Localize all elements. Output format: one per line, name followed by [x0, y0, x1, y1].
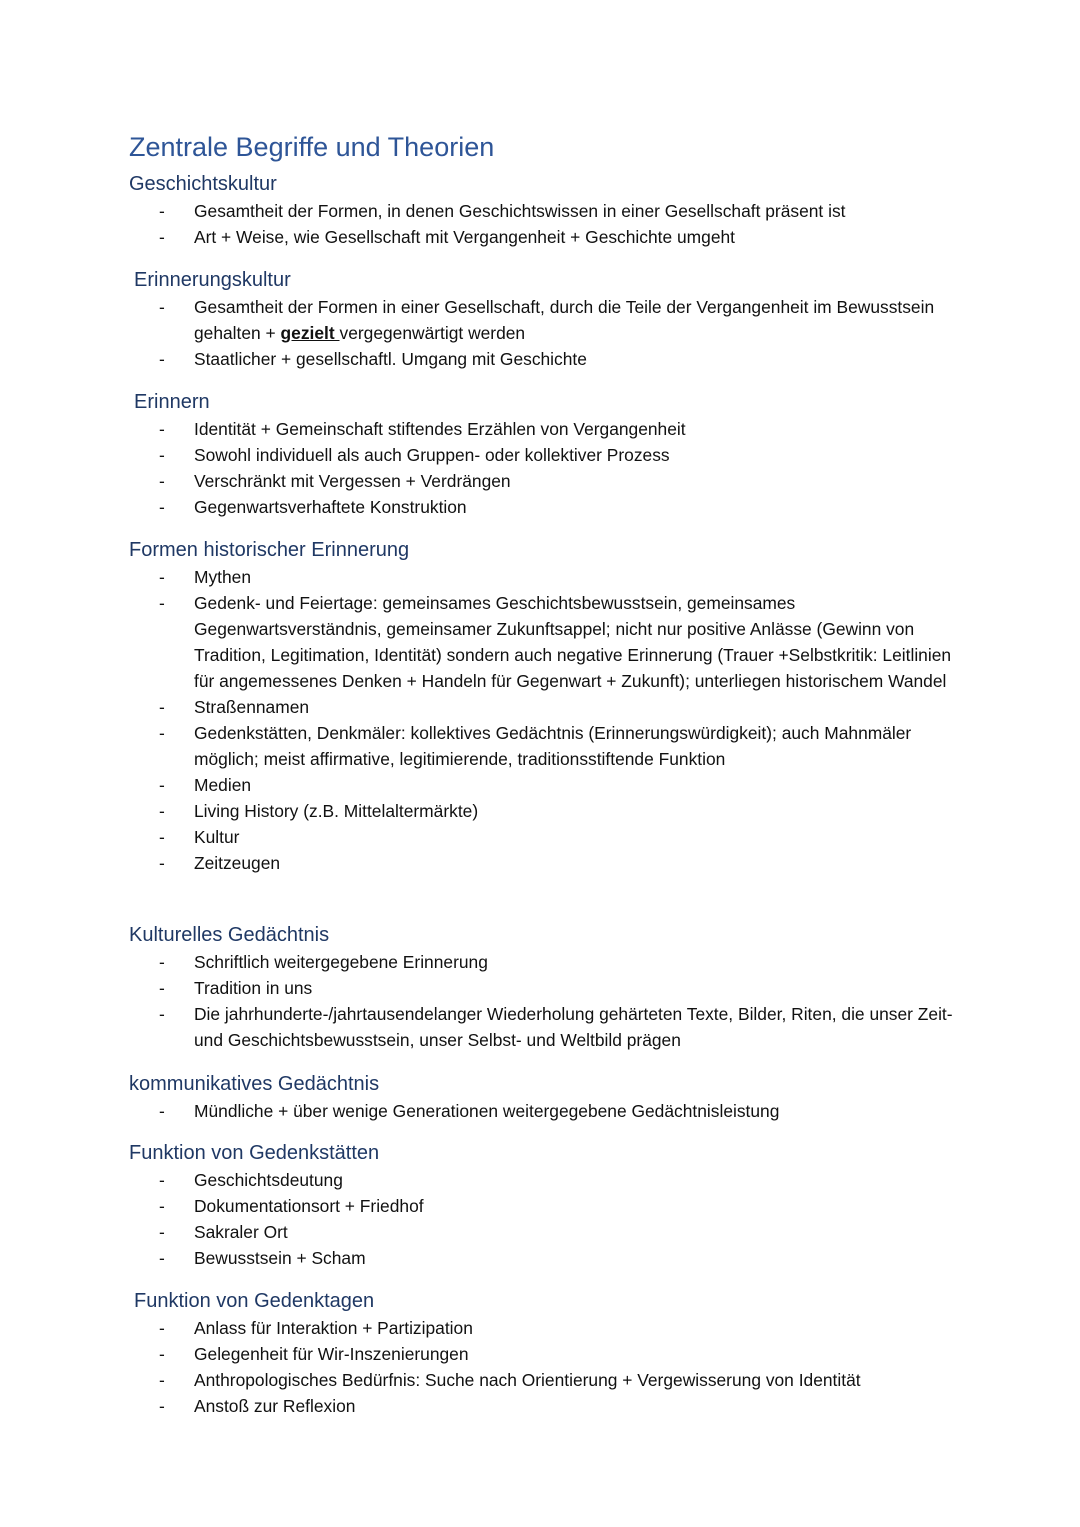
section-heading: Geschichtskultur: [129, 173, 277, 195]
dash-bullet: -: [159, 853, 165, 873]
section-heading: kommunikatives Gedächtnis: [129, 1073, 380, 1095]
list-item: [0, 494, 1080, 520]
list-item: [0, 416, 1080, 442]
item-text: Gedenk- und Feiertage: gemeinsames Geschichtsbewusstsein, gemeinsames Gegenwartsverständnis, gemeinsamer Zukunftsappel; nicht nur positive Anlässe (Gewinn von Tradition, Legitimation, Identität) sondern auch negative Erinnerung (Trauer +Selbstkritik: Leitlinien für angemessenes Denken + Handeln für Gegenwart + Zukunft); unterliegen historischem Wandel: [194, 593, 952, 691]
item-text: Die jahrhunderte-/jahrtausendelanger Wiederholung gehärteten Texte, Bilder, Riten, die unser Zeit- und Geschichtsbewusstsein, unser Selbst- und Weltbild prägen: [194, 1004, 953, 1050]
item-text: Tradition in uns: [194, 978, 313, 998]
item-text: Medien: [194, 775, 252, 795]
list-item: [0, 1193, 1080, 1219]
section-kommunikatives-gedaechtnis: [0, 1071, 1080, 1124]
item-text: Schriftlich weitergegebene Erinnerung: [194, 952, 488, 972]
list-item: [0, 346, 1080, 372]
page-title: Zentrale Begriffe und Theorien: [129, 132, 495, 162]
bullet-list: [0, 1098, 1080, 1124]
dash-bullet: -: [159, 567, 165, 587]
item-text: Gesamtheit der Formen, in denen Geschichtswissen in einer Gesellschaft präsent ist: [194, 201, 846, 221]
list-item: [0, 975, 1080, 1001]
item-text: Zeitzeugen: [194, 853, 281, 873]
item-text: Living History (z.B. Mittelaltermärkte): [194, 801, 479, 821]
dash-bullet: -: [159, 419, 165, 439]
dash-bullet: -: [159, 952, 165, 972]
item-text: vergegenwärtigt werden: [339, 323, 526, 343]
dash-bullet: -: [159, 775, 165, 795]
section-heading: Funktion von Gedenktagen: [134, 1290, 375, 1312]
dash-bullet: -: [159, 1370, 165, 1390]
section-heading: Erinnern: [134, 391, 210, 413]
list-item: [0, 590, 1080, 694]
section-funktion-gedenktagen: [0, 1288, 1080, 1419]
item-text: Anstoß zur Reflexion: [194, 1396, 356, 1416]
list-item: [0, 1315, 1080, 1341]
dash-bullet: -: [159, 1248, 165, 1268]
list-item: [0, 564, 1080, 590]
list-item: [0, 442, 1080, 468]
section-kulturelles-gedaechtnis: [0, 922, 1080, 1053]
dash-bullet: -: [159, 297, 165, 317]
list-item: [0, 1341, 1080, 1367]
section-formen-historischer-erinnerung: [0, 537, 1080, 876]
item-text: Geschichtsdeutung: [194, 1170, 343, 1190]
item-text: Sowohl individuell als auch Gruppen- oder kollektiver Prozess: [194, 445, 670, 465]
section-erinnern: [0, 389, 1080, 520]
section-heading: Formen historischer Erinnerung: [129, 539, 410, 561]
list-item: [0, 850, 1080, 876]
item-text: Gegenwartsverhaftete Konstruktion: [194, 497, 467, 517]
bullet-list: [0, 564, 1080, 876]
dash-bullet: -: [159, 1196, 165, 1216]
emphasized-text: gezielt: [280, 323, 340, 343]
item-text: Art + Weise, wie Gesellschaft mit Vergangenheit + Geschichte umgeht: [194, 227, 735, 247]
item-text: Mythen: [194, 567, 252, 587]
list-item: [0, 1245, 1080, 1271]
list-item: [0, 1167, 1080, 1193]
bullet-list: [0, 949, 1080, 1053]
dash-bullet: -: [159, 201, 165, 221]
list-item: [0, 720, 1080, 772]
item-text: Identität + Gemeinschaft stiftendes Erzählen von Vergangenheit: [194, 419, 686, 439]
item-text: Staatlicher + gesellschaftl. Umgang mit Geschichte: [194, 349, 587, 369]
dash-bullet: -: [159, 723, 165, 743]
dash-bullet: -: [159, 1318, 165, 1338]
list-item: [0, 1098, 1080, 1124]
dash-bullet: -: [159, 827, 165, 847]
section-heading: Kulturelles Gedächtnis: [129, 924, 330, 946]
list-item: [0, 694, 1080, 720]
dash-bullet: -: [159, 697, 165, 717]
dash-bullet: -: [159, 1344, 165, 1364]
list-item: [0, 294, 1080, 346]
item-text: Anthropologisches Bedürfnis: Suche nach Orientierung + Vergewisserung von Identität: [194, 1370, 861, 1390]
dash-bullet: -: [159, 349, 165, 369]
dash-bullet: -: [159, 227, 165, 247]
section-geschichtskultur: [0, 171, 1080, 250]
section-erinnerungskultur: [0, 267, 1080, 372]
dash-bullet: -: [159, 445, 165, 465]
dash-bullet: -: [159, 801, 165, 821]
bullet-list: [0, 198, 1080, 250]
item-text: Kultur: [194, 827, 240, 847]
bullet-list: [0, 416, 1080, 520]
item-text: Bewusstsein + Scham: [194, 1248, 366, 1268]
item-text: Mündliche + über wenige Generationen weitergegebene Gedächtnisleistung: [194, 1101, 780, 1121]
list-item: [0, 468, 1080, 494]
item-text: Sakraler Ort: [194, 1222, 288, 1242]
list-item: [0, 798, 1080, 824]
bullet-list: [0, 1315, 1080, 1419]
section-heading: Erinnerungskultur: [134, 269, 291, 291]
list-item: [0, 1393, 1080, 1419]
item-text: Gelegenheit für Wir-Inszenierungen: [194, 1344, 469, 1364]
dash-bullet: -: [159, 978, 165, 998]
item-text: Dokumentationsort + Friedhof: [194, 1196, 424, 1216]
list-item: [0, 949, 1080, 975]
dash-bullet: -: [159, 1101, 165, 1121]
dash-bullet: -: [159, 593, 165, 613]
item-text: Anlass für Interaktion + Partizipation: [194, 1318, 473, 1338]
list-item: [0, 772, 1080, 798]
item-text: Straßennamen: [194, 697, 310, 717]
item-text: Gesamtheit der Formen in einer Gesellschaft, durch die Teile der Vergangenheit im Bewusstsein gehalten +: [194, 297, 935, 343]
list-item: [0, 198, 1080, 224]
dash-bullet: -: [159, 471, 165, 491]
item-text: Gedenkstätten, Denkmäler: kollektives Gedächtnis (Erinnerungswürdigkeit); auch Mahnmäler möglich; meist affirmative, legitimierende, traditionsstiftende Funktion: [194, 723, 912, 769]
dash-bullet: -: [159, 1004, 165, 1024]
dash-bullet: -: [159, 1396, 165, 1416]
dash-bullet: -: [159, 497, 165, 517]
item-text: Verschränkt mit Vergessen + Verdrängen: [194, 471, 511, 491]
dash-bullet: -: [159, 1222, 165, 1242]
section-heading: Funktion von Gedenkstätten: [129, 1142, 380, 1164]
list-item: [0, 1367, 1080, 1393]
dash-bullet: -: [159, 1170, 165, 1190]
bullet-list: [0, 294, 1080, 372]
section-funktion-gedenkstaetten: [0, 1140, 1080, 1271]
bullet-list: [0, 1167, 1080, 1271]
list-item: [0, 824, 1080, 850]
list-item: [0, 1219, 1080, 1245]
list-item: [0, 224, 1080, 250]
list-item: [0, 1001, 1080, 1053]
